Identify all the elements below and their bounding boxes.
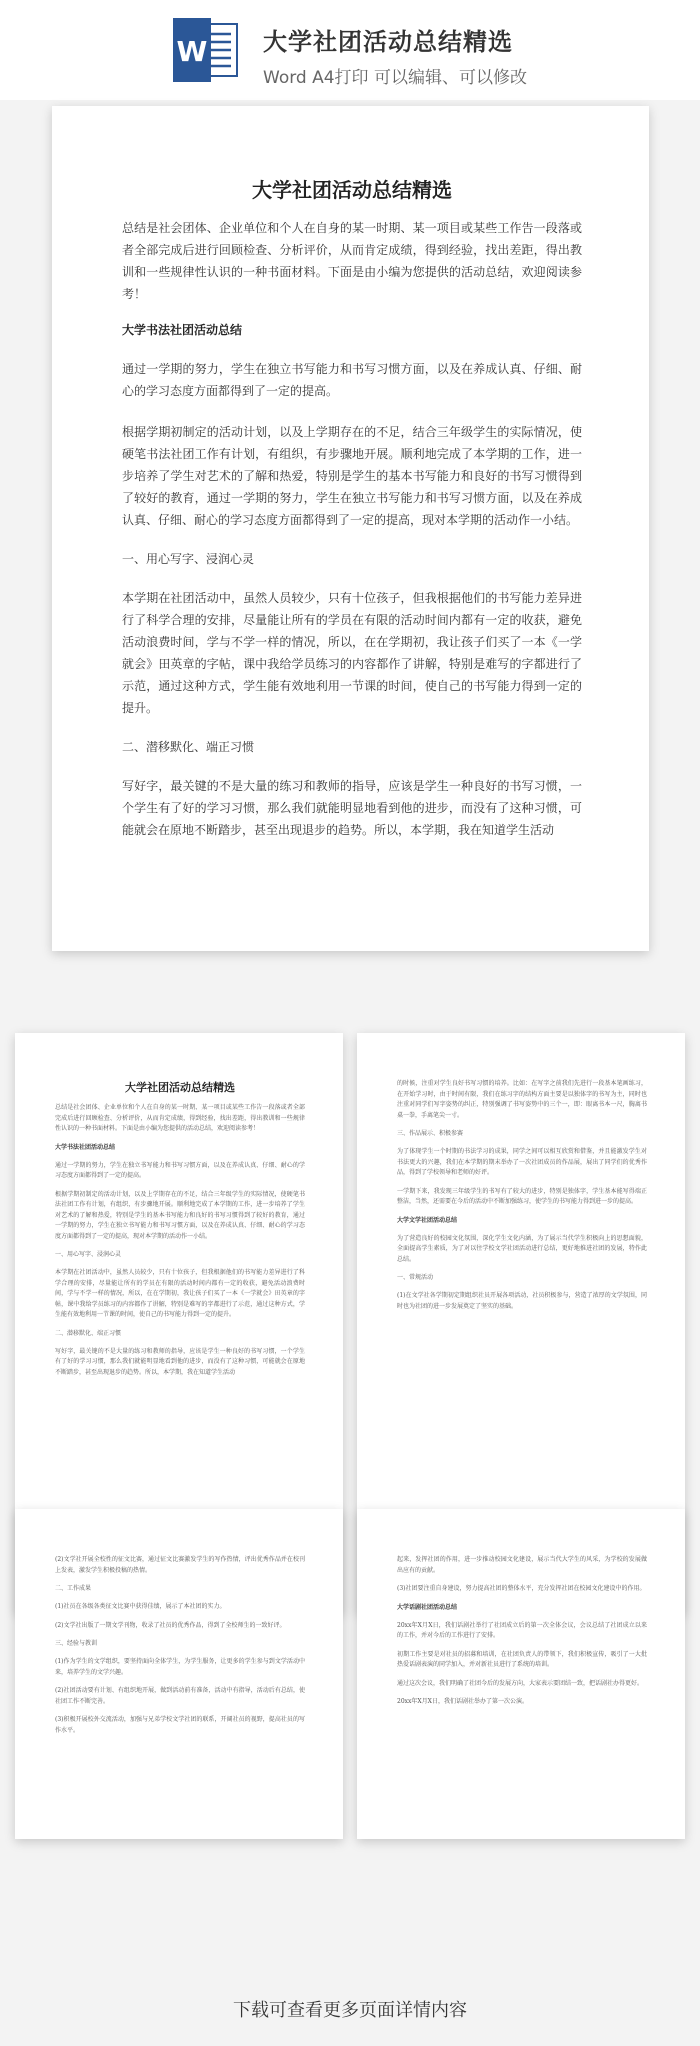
paragraph: 本学期在社团活动中，虽然人员较少，只有十位孩子，但我根据他们的书写能力差异进行了科学合理的安排，尽量能让所有的学员在有限的活动时间内都有一定的收获，避免活动浪费时间，学与不学一样的情况，所以，在在学期初，我让孩子们买了一本《一学就会》田英章的字帖，课中我给学员练习的内容都作了讲解，特别是难写的字都进行了示范，通过这种方式，学生能有效地利用一节课的时间，使自己的书写能力得到一定的提升。: [122, 591, 582, 715]
thumbnail-text: 20xx年X月X日，我们话剧社举办了第一次公演。: [397, 1698, 528, 1705]
page-thumbnail-4[interactable]: [357, 1509, 685, 1839]
thumbnail-text: 总结是社会团体、企业单位和个人在自身的某一时期、某一项目或某些工作告一段落或者全部完成后进行回顾检查、分析评价，从而肯定成绩，得到经验，找出差距，得出教训和一些规律性认识的一种书面材料。下面是由小编为您提供的活动总结，欢迎阅读参考！: [55, 1104, 305, 1132]
document-title: 大学社团活动总结精选: [252, 178, 452, 202]
thumbnail-text: 根据学期初制定的活动计划，以及上学期存在的不足，结合三年级学生的实际情况，使硬笔书法社团工作有计划，有组织，有步骤地开展。顺利地完成了本学期的工作，进一步培养了学生对艺术的了解和热爱，特别是学生的基本书写能力和良好的书写习惯得到了较好的教育，通过一学期的努力，学生在独立书写能力和书写习惯方面，以及在养成认真、仔细、耐心的学习态度方面都得到了一定的提高，现对本学期的活动作一小结。: [55, 1190, 305, 1240]
word-document-icon: [173, 18, 239, 82]
thumbnail-text: (1)社员在各级各类征文比赛中获得佳绩，展示了本社团的实力。: [55, 1603, 226, 1610]
thumbnail-subheading: 二、工作成果: [55, 1585, 92, 1592]
thumbnail-subheading: 二、潜移默化、端正习惯: [55, 1329, 122, 1337]
thumbnail-text: (2)文学社开展全校性的征文比赛，通过征文比赛激发学生的写作热情，评出优秀作品并在校刊上发表，激发学生积极投稿的热情。: [55, 1556, 305, 1574]
thumbnail-heading: 大学书法社团活动总结: [55, 1143, 116, 1151]
section-heading: 大学书法社团活动总结: [122, 323, 243, 337]
download-more-link[interactable]: 下载可查看更多页面详情内容: [233, 2000, 467, 2021]
thumbnail-heading: 大学文学社团活动总结: [397, 1216, 458, 1224]
thumbnail-heading: 大学话剧社团活动总结: [397, 1603, 458, 1611]
thumbnail-text: 通过这次会议，我们明确了社团今后的发展方向，大家表示要团结一致，把话剧社办得更好。: [397, 1679, 644, 1687]
intro-paragraph: 总结是社会团体、企业单位和个人在自身的某一时期、某一项目或某些工作告一段落或者全部完成后进行回顾检查、分析评价，从而肯定成绩，得到经验，找出差距，得出教训和一些规律性认识的一种书面材料。下面是由小编为您提供的活动总结，欢迎阅读参考！: [122, 221, 582, 301]
thumbnail-text: (1)作为学生的文学组织，要坚持面向全体学生，为学生服务，让更多的学生参与到文学活动中来，培养学生的文学兴趣。: [55, 1658, 305, 1676]
thumbnail-text: 本学期在社团活动中，虽然人员较少，只有十位孩子，但我根据他们的书写能力差异进行了科学合理的安排，尽量能让所有的学员在有限的活动时间内都有一定的收获，避免活动浪费时间，学与不学一样的情况，所以，在在学期初，我让孩子们买了一本《一学就会》田英章的字帖，课中我给学员练习的内容都作了讲解，特别是难写的字都进行了示范，通过这种方式，学生能有效地利用一节课的时间，使自己的书写能力得到一定的提升。: [55, 1269, 305, 1318]
thumbnail-text: 的时候，注重对学生良好书写习惯的培养。比如：在写字之前我们先进行一段基本笔画练习，在开始学习时，由于时间有限，我们在练习字的结构方面主要是以独体字的书写为主，同时也注重对同学们写字姿势的纠正，特别强调了书写姿势中的三个一，即：眼离书本一尺，胸离书桌一拳，手离笔尖一寸。: [397, 1080, 647, 1119]
header-title: 大学社团活动总结精选: [263, 28, 513, 56]
thumbnail-text: (3)积极开展校外交流活动，加强与兄弟学校文学社团的联系，开阔社员的视野，提高社员的写作水平。: [55, 1716, 305, 1734]
thumbnail-text: 初期工作主要是对社员的招募和培训，在社团负责人的带领下，我们积极宣传，吸引了一大批热爱话剧表演的同学加入，并对新社员进行了系统的培训。: [397, 1650, 647, 1668]
paragraph: 通过一学期的努力，学生在独立书写能力和书写习惯方面，以及在养成认真、仔细、耐心的学习态度方面都得到了一定的提高。: [122, 362, 582, 398]
thumbnail-text: (2)社团活动要有计划、有组织地开展，做到活动前有准备，活动中有指导，活动后有总结，使社团工作不断完善。: [55, 1687, 305, 1705]
header-banner: [0, 0, 700, 100]
thumbnail-subheading: 三、经验与教训: [55, 1640, 98, 1647]
thumbnail-subheading: 一、常规活动: [397, 1274, 434, 1281]
thumbnail-text: 写好字，最关键的不是大量的练习和教师的指导，应该是学生一种良好的书写习惯，一个学生有了好的学习习惯，那么我们就能明显地看到他的进步，而没有了这种习惯，可能就会在原地不断踏步，甚至出现退步的趋势。所以，本学期，我在知道学生活动: [55, 1347, 305, 1376]
paragraph: 写好字，最关键的不是大量的练习和教师的指导，应该是学生一种良好的书写习惯，一个学生有了好的学习习惯，那么我们就能明显地看到他的进步，而没有了这种习惯，可能就会在原地不断踏步，甚至出现退步的趋势。所以，本学期，我在知道学生活动: [122, 779, 582, 837]
thumbnail-subheading: 一、用心写字、浸润心灵: [55, 1251, 122, 1258]
thumbnail-text: 起来，发挥社团的作用，进一步推动校园文化建设，展示当代大学生的风采，为学校的发展做出应有的贡献。: [397, 1556, 647, 1574]
thumbnail-text: 一学期下来，我发现三年级学生的书写有了较大的进步，特别是独体字，学生基本能写得端正整洁，当然，还需要在今后的活动中不断加强练习，使学生的书写能力得到进一步的提高。: [397, 1187, 647, 1205]
thumbnail-title: 大学社团活动总结精选: [125, 1081, 235, 1094]
thumbnail-text: 为了营造良好的校园文化氛围，深化学生文化内涵，为了展示当代学生积极向上的思想面貌，全面提高学生素质，为了对以往学校文学社团活动进行总结，更好地推进社团的发展，特作此总结。: [397, 1234, 647, 1263]
thumbnail-text: 为了体现学生一个时期的书法学习的成果，同学之间可以相互欣赏和借鉴，并且能激发学生对书法更大的兴趣，我们在本学期的期末举办了一次社团成员的作品展，展出了同学们的优秀作品，得到了学校领导和老师的好评。: [397, 1148, 647, 1176]
subsection-heading: 二、潜移默化、端正习惯: [122, 740, 255, 754]
thumbnail-text: (3)社团要注重自身建设，努力提高社团的整体水平，充分发挥社团在校园文化建设中的作用。: [397, 1585, 646, 1592]
thumbnail-text: 通过一学期的努力，学生在独立书写能力和书写习惯方面，以及在养成认真、仔细、耐心的学习态度方面都得到了一定的提高。: [55, 1161, 305, 1179]
word-icon-letter: W: [176, 35, 208, 68]
subsection-heading: 一、用心写字、浸润心灵: [122, 552, 255, 566]
thumbnail-text: (1)在文学社各学期初定期组织社员开展各项活动，社员积极参与，营造了浓厚的文学氛围，同时也为社团的进一步发展奠定了坚实的基础。: [397, 1292, 647, 1310]
page-thumbnail-3[interactable]: [15, 1509, 343, 1839]
thumbnail-subheading: 三、作品展示、积极参赛: [397, 1130, 464, 1137]
document-page-preview: [52, 106, 649, 951]
header-subtitle: Word A4打印 可以编辑、可以修改: [263, 68, 527, 88]
thumbnail-text: 20xx年X月X日，我们话剧社举行了社团成立后的第一次全体会议，会议总结了社团成立以来的工作，并对今后的工作进行了安排。: [397, 1621, 647, 1639]
paragraph: 根据学期初制定的活动计划，以及上学期存在的不足，结合三年级学生的实际情况，使硬笔书法社团工作有计划，有组织，有步骤地开展。顺利地完成了本学期的工作，进一步培养了学生对艺术的了解和热爱，特别是学生的基本书写能力和良好的书写习惯得到了较好的教育，通过一学期的努力，学生在独立书写能力和书写习惯方面，以及在养成认真、仔细、耐心的学习态度方面都得到了一定的提高，现对本学期的活动作一小结。: [122, 425, 582, 527]
thumbnail-text: (2)文学社出版了一期文学刊物，收录了社员的优秀作品，得到了全校师生的一致好评。: [55, 1621, 286, 1629]
